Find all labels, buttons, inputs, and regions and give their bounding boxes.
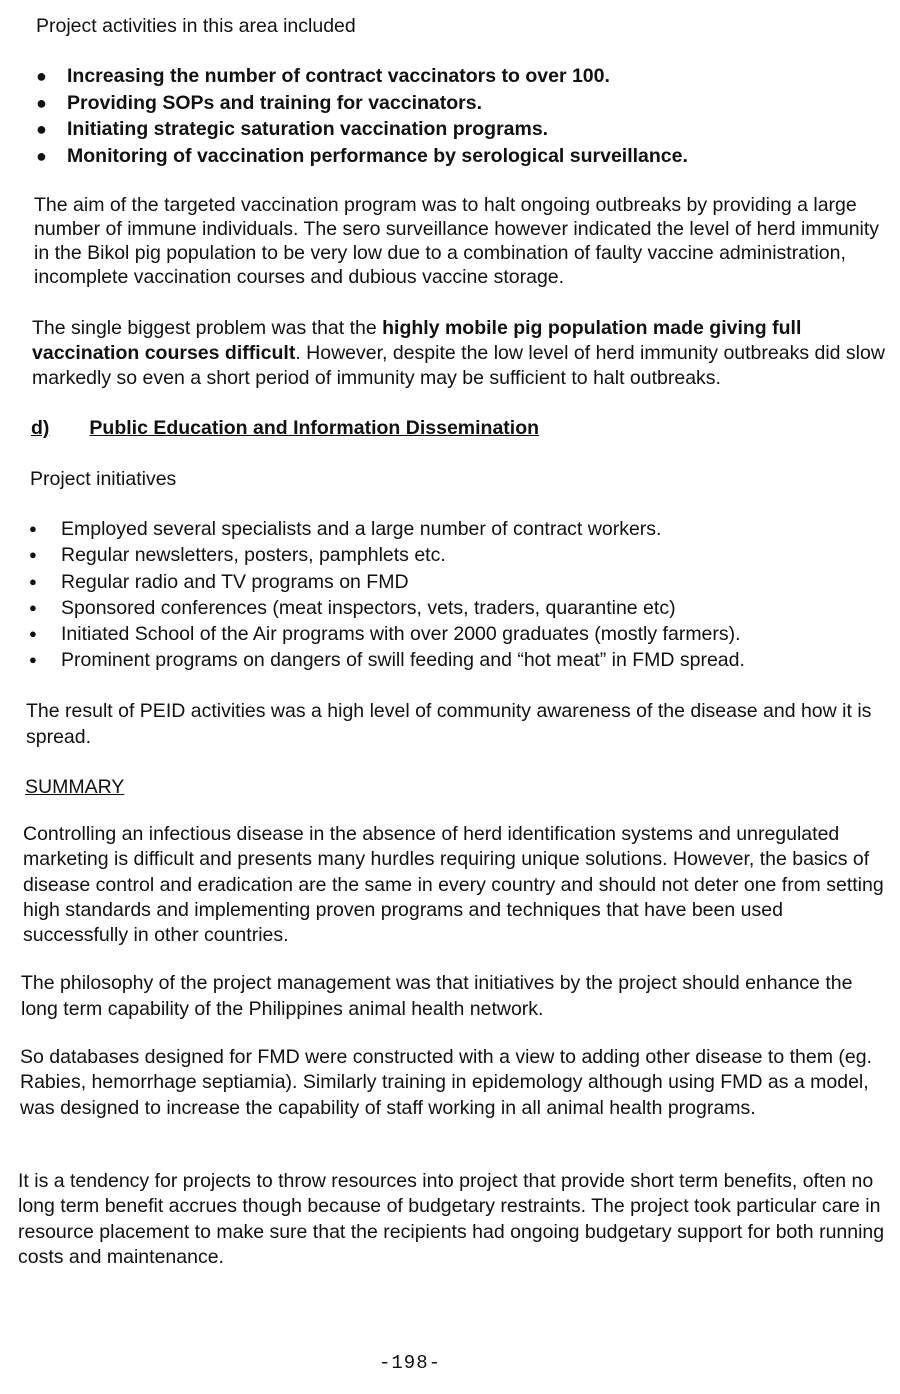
biggest-problem-paragraph: The single biggest problem was that the highly mobile pig population made giving full vaccination courses difficult. However, despite the low level of herd immunity outbreaks did slow markedly so even a short period of immunity may be sufficient to halt outbreaks.	[32, 317, 885, 389]
bullet-icon: ●	[29, 652, 37, 668]
list-item: ● Sponsored conferences (meat inspectors, vets, traders, quarantine etc)	[29, 595, 889, 621]
list-item: ● Initiating strategic saturation vaccination programs.	[36, 116, 876, 143]
summary-heading: SUMMARY	[25, 776, 125, 798]
bullet-icon: ●	[29, 626, 37, 642]
list-item: ● Employed several specialists and a large number of contract workers.	[29, 516, 889, 542]
bullet-icon: ●	[36, 145, 47, 166]
section-d-intro: Project initiatives	[30, 468, 177, 490]
section-d-heading: d) Public Education and Information Dissemination	[31, 417, 540, 439]
summary-paragraph: It is a tendency for projects to throw resources into project that provide short term benefits, often no long term benefit accrues though because of budgetary restraints. The project took particular care in resource placement to make sure that the recipients had ongoing budgetary support for both running costs and maintenance.	[18, 1170, 885, 1268]
bullet-icon: ●	[36, 119, 47, 139]
section-c-intro: Project activities in this area included	[36, 15, 356, 37]
summary-paragraph: The philosophy of the project management was that initiatives by the project should enhance the long term capability of the Philippines animal health network.	[21, 972, 853, 1020]
initiatives-list	[29, 516, 889, 674]
bullet-icon: ●	[29, 573, 37, 589]
list-item: ● Initiated School of the Air programs with over 2000 graduates (mostly farmers).	[29, 621, 889, 647]
bullet-icon: ●	[29, 599, 37, 615]
summary-paragraph: Controlling an infectious disease in the absence of herd identification systems and unregulated marketing is difficult and presents many hurdles requiring unique solutions. However, the basics of disease control and eradication are the same in every country and should not deter one from setting high standards and implementing proven programs and techniques that have been used successfully in other countries.	[23, 823, 884, 947]
list-item: ● Providing SOPs and training for vaccinators.	[36, 90, 876, 117]
bullet-icon: ●	[36, 92, 47, 113]
peid-result-paragraph: The result of PEID activities was a high level of community awareness of the disease and how it is spread.	[26, 700, 872, 748]
vaccination-activities-list	[36, 63, 876, 169]
list-item: ● Regular newsletters, posters, pamphlets etc.	[29, 542, 889, 568]
bullet-icon: ●	[36, 66, 47, 86]
summary-paragraph: So databases designed for FMD were constructed with a view to adding other disease to them (eg. Rabies, hemorrhage septiamia). Similarly training in epidemology although using FMD as a model, was designed to increase the capability of staff working in all animal health programs.	[20, 1046, 872, 1119]
list-item: ● Regular radio and TV programs on FMD	[29, 569, 889, 595]
bullet-icon: ●	[29, 547, 37, 563]
list-item: ● Increasing the number of contract vaccinators to over 100.	[36, 63, 876, 90]
list-item: ● Monitoring of vaccination performance by serological surveillance.	[36, 143, 876, 170]
page-number: -198-	[378, 1352, 441, 1374]
bullet-icon: ●	[29, 521, 37, 536]
list-item: ● Prominent programs on dangers of swill feeding and “hot meat” in FMD spread.	[29, 647, 889, 673]
vaccination-aim-paragraph: The aim of the targeted vaccination program was to halt ongoing outbreaks by providing a large number of immune individuals. The sero surveillance however indicated the level of herd immunity in the Bikol pig population to be very low due to a combination of faulty vaccine administration, incomplete vaccination courses and dubious vaccine storage.	[34, 194, 880, 288]
